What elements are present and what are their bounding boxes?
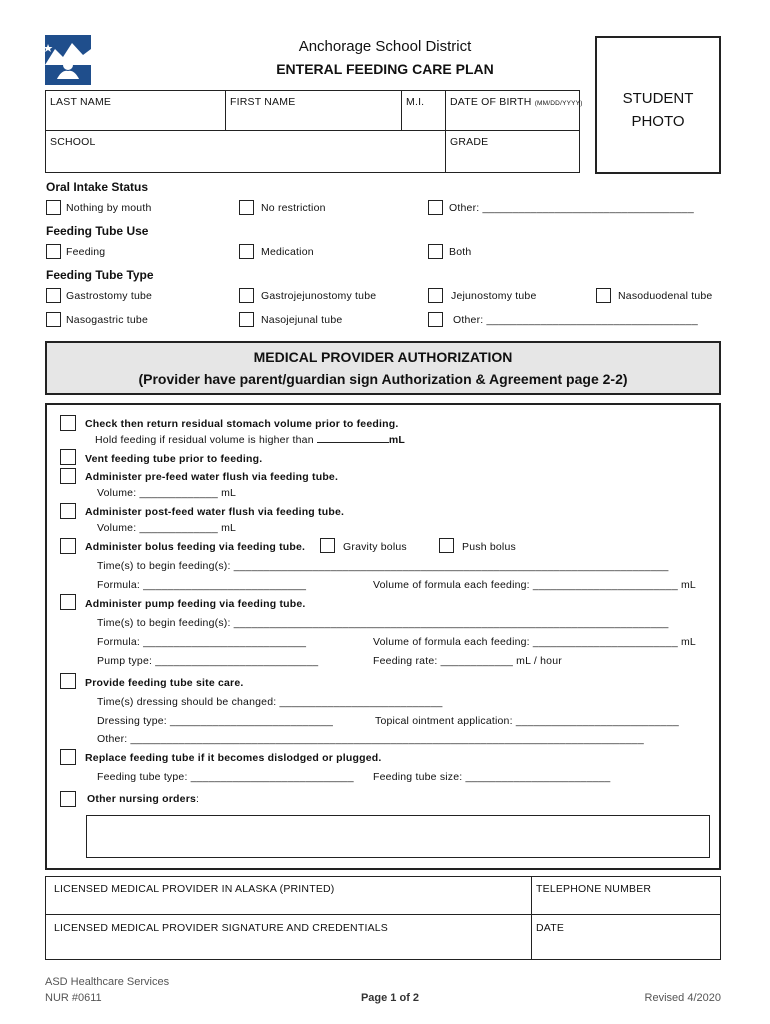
nursing-orders-heading — [87, 793, 199, 805]
vent-order: Vent feeding tube prior to feeding. — [85, 453, 263, 465]
tube-other-checkbox[interactable] — [428, 312, 443, 327]
footer-org: ASD Healthcare Services — [45, 976, 170, 988]
residual-order: Check then return residual stomach volume prior to feeding. — [85, 418, 399, 430]
nasojejunal-label: Nasojejunal tube — [261, 314, 343, 326]
school-label: SCHOOL — [50, 136, 96, 148]
grade-label: GRADE — [450, 136, 489, 148]
nasojejunal-checkbox[interactable] — [239, 312, 254, 327]
oral-intake-heading: Oral Intake Status — [46, 180, 149, 194]
no-restriction-label: No restriction — [261, 202, 326, 214]
residual-hold-label: Hold feeding if residual volume is higher than — [95, 434, 314, 446]
tube-use-heading: Feeding Tube Use — [46, 224, 149, 238]
photo-label-student: STUDENT — [622, 90, 694, 107]
bolus-formula[interactable]: Formula: ___________________________ — [97, 579, 307, 591]
dob-format: (MM/DD/YYYY) — [534, 100, 583, 107]
site-care-order: Provide feeding tube site care. — [85, 677, 244, 689]
pump-volume[interactable]: Volume of formula each feeding: ________________________ mL — [373, 636, 696, 648]
post-flush-volume[interactable]: Volume: _____________ mL — [97, 522, 237, 534]
provider-signature-label: LICENSED MEDICAL PROVIDER SIGNATURE AND CREDENTIALS — [54, 922, 389, 934]
footer-revised: Revised 4/2020 — [644, 992, 721, 1004]
gastrojejunostomy-checkbox[interactable] — [239, 288, 254, 303]
jejunostomy-checkbox[interactable] — [428, 288, 443, 303]
provider-phone-field[interactable] — [531, 876, 721, 915]
pre-flush-volume[interactable]: Volume: _____________ mL — [97, 487, 237, 499]
gastrojejunostomy-label: Gastrojejunostomy tube — [261, 290, 377, 302]
authorization-title: MEDICAL PROVIDER AUTHORIZATION — [253, 349, 513, 365]
page-title: ENTERAL FEEDING CARE PLAN — [276, 61, 494, 77]
dob-label-text: DATE OF BIRTH — [450, 96, 532, 108]
gastrostomy-label: Gastrostomy tube — [66, 290, 153, 302]
nothing-by-mouth-label: Nothing by mouth — [66, 202, 152, 214]
district-name: Anchorage School District — [298, 38, 472, 55]
no-restriction-checkbox[interactable] — [239, 200, 254, 215]
tube-other-label: Other: ___________________________________ — [453, 314, 698, 326]
pre-flush-order: Administer pre-feed water flush via feeding tube. — [85, 471, 339, 483]
residual-hold-unit: mL — [388, 434, 406, 446]
nasogastric-checkbox[interactable] — [46, 312, 61, 327]
nothing-by-mouth-checkbox[interactable] — [46, 200, 61, 215]
dob-label — [450, 96, 583, 108]
feeding-rate[interactable]: Feeding rate: ____________ mL / hour — [373, 655, 562, 667]
pump-order: Administer pump feeding via feeding tube. — [85, 598, 306, 610]
first-name-label: FIRST NAME — [230, 96, 296, 108]
nursing-orders-colon: : — [196, 793, 200, 805]
nasoduodenal-label: Nasoduodenal tube — [618, 290, 713, 302]
nursing-orders-label: Other nursing orders — [87, 793, 197, 805]
gastrostomy-checkbox[interactable] — [46, 288, 61, 303]
site-care-other[interactable]: Other: _____________________________________________________________________________________ — [97, 733, 644, 745]
provider-phone-label: TELEPHONE NUMBER — [536, 883, 652, 895]
feeding-tube-size[interactable]: Feeding tube size: ________________________ — [373, 771, 611, 783]
provider-signature-field[interactable] — [45, 914, 532, 960]
provider-name-label: LICENSED MEDICAL PROVIDER IN ALASKA (PRINTED) — [54, 883, 335, 895]
dressing-times[interactable]: Time(s) dressing should be changed: ___________________________ — [97, 696, 443, 708]
last-name-label: LAST NAME — [50, 96, 112, 108]
feeding-checkbox[interactable] — [46, 244, 61, 259]
bolus-times[interactable]: Time(s) to begin feeding(s): ________________________________________________________________________ — [97, 560, 669, 572]
mi-label: M.I. — [406, 96, 425, 108]
medication-checkbox[interactable] — [239, 244, 254, 259]
bolus-order: Administer bolus feeding via feeding tube. — [85, 541, 306, 553]
vent-checkbox[interactable] — [60, 449, 76, 465]
topical-ointment[interactable]: Topical ointment application: ___________________________ — [375, 715, 679, 727]
site-care-checkbox[interactable] — [60, 673, 76, 689]
medication-label: Medication — [261, 246, 314, 258]
push-bolus-label: Push bolus — [462, 541, 516, 553]
pre-flush-checkbox[interactable] — [60, 468, 76, 484]
push-bolus-checkbox[interactable] — [439, 538, 454, 553]
pump-formula[interactable]: Formula: ___________________________ — [97, 636, 307, 648]
tube-type-heading: Feeding Tube Type — [46, 268, 154, 282]
residual-hold-text — [95, 433, 405, 446]
student-photo-box — [595, 36, 721, 174]
footer-form-number: NUR #0611 — [45, 992, 102, 1004]
nasogastric-label: Nasogastric tube — [66, 314, 148, 326]
dressing-type[interactable]: Dressing type: ___________________________ — [97, 715, 334, 727]
pump-type[interactable]: Pump type: ___________________________ — [97, 655, 319, 667]
nursing-orders-checkbox[interactable] — [60, 791, 76, 807]
photo-label-photo: PHOTO — [631, 113, 685, 130]
provider-name-field[interactable] — [45, 876, 532, 915]
bolus-checkbox[interactable] — [60, 538, 76, 554]
school-field[interactable] — [45, 130, 446, 173]
provider-date-label: DATE — [536, 922, 565, 934]
authorization-subtitle: (Provider have parent/guardian sign Authorization & Agreement page 2-2) — [138, 371, 628, 387]
residual-hold-blank[interactable] — [317, 433, 389, 443]
nursing-orders-textarea[interactable] — [86, 815, 710, 858]
both-label: Both — [449, 246, 472, 258]
district-logo — [45, 35, 91, 85]
oral-other-checkbox[interactable] — [428, 200, 443, 215]
post-flush-order: Administer post-feed water flush via feeding tube. — [85, 506, 345, 518]
pump-times[interactable]: Time(s) to begin feeding(s): ________________________________________________________________________ — [97, 617, 669, 629]
residual-checkbox[interactable] — [60, 415, 76, 431]
both-checkbox[interactable] — [428, 244, 443, 259]
bolus-volume[interactable]: Volume of formula each feeding: ________________________ mL — [373, 579, 696, 591]
replace-order: Replace feeding tube if it becomes dislodged or plugged. — [85, 752, 382, 764]
gravity-bolus-label: Gravity bolus — [343, 541, 407, 553]
post-flush-checkbox[interactable] — [60, 503, 76, 519]
provider-date-field[interactable] — [531, 914, 721, 960]
oral-other-label: Other: ___________________________________ — [449, 202, 694, 214]
nasoduodenal-checkbox[interactable] — [596, 288, 611, 303]
feeding-label: Feeding — [66, 246, 106, 258]
pump-checkbox[interactable] — [60, 594, 76, 610]
gravity-bolus-checkbox[interactable] — [320, 538, 335, 553]
jejunostomy-label: Jejunostomy tube — [451, 290, 537, 302]
authorization-banner — [45, 341, 721, 395]
replace-checkbox[interactable] — [60, 749, 76, 765]
feeding-tube-type[interactable]: Feeding tube type: ___________________________ — [97, 771, 354, 783]
footer-page-number: Page 1 of 2 — [360, 992, 420, 1004]
